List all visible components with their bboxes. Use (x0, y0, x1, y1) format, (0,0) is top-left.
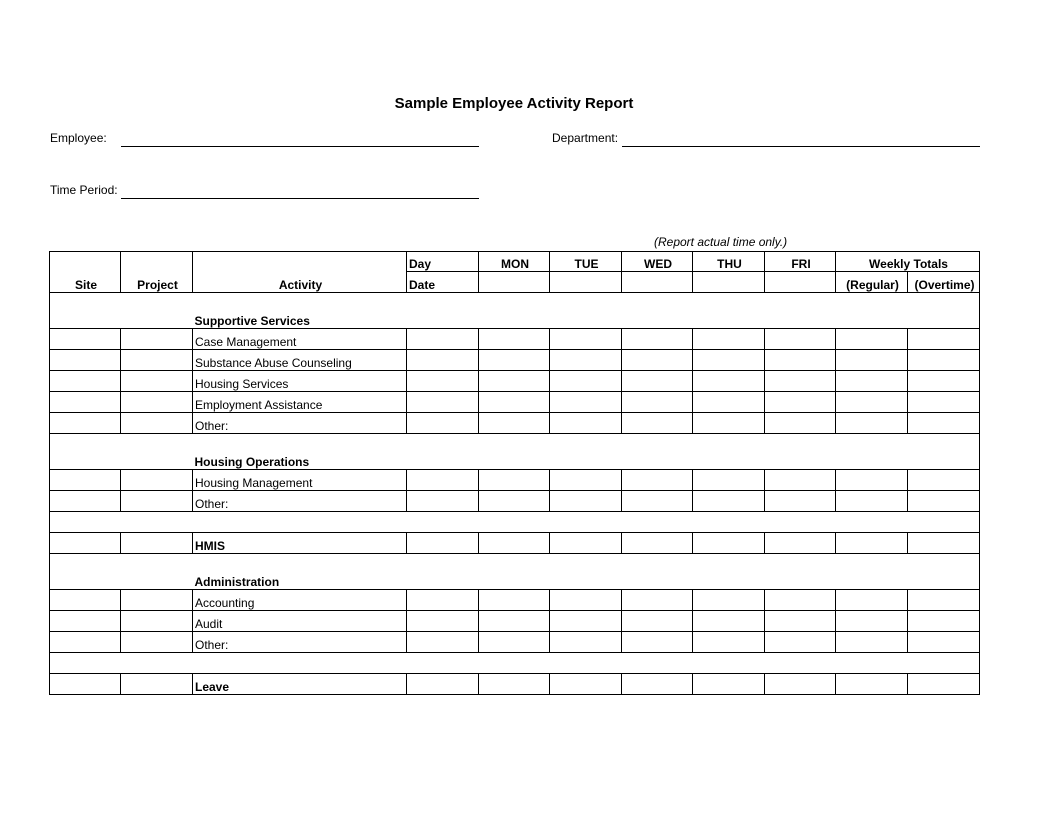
time-cell[interactable] (550, 590, 622, 611)
total-cell[interactable] (908, 611, 980, 632)
time-cell[interactable] (479, 392, 550, 413)
section-row (50, 554, 980, 590)
time-cell[interactable] (765, 674, 836, 695)
header-row-1 (50, 252, 980, 272)
project-cell[interactable] (121, 413, 193, 434)
time-cell[interactable] (407, 413, 479, 434)
activity-label: Audit (193, 611, 407, 632)
project-cell[interactable] (121, 491, 193, 512)
department-field[interactable] (622, 146, 980, 147)
employee-field[interactable] (121, 146, 479, 147)
time-cell[interactable] (479, 590, 550, 611)
activity-label: Housing Services (193, 371, 407, 392)
fri-header: FRI (765, 252, 836, 272)
site-cell[interactable] (50, 674, 121, 695)
table-row (50, 491, 980, 512)
site-cell[interactable] (50, 491, 121, 512)
total-cell[interactable] (836, 533, 908, 554)
time-cell[interactable] (407, 371, 479, 392)
activity-label: Case Management (193, 329, 407, 350)
site-cell[interactable] (50, 413, 121, 434)
site-cell[interactable] (50, 350, 121, 371)
table-row (50, 329, 980, 350)
total-cell[interactable] (908, 470, 980, 491)
time-cell[interactable] (693, 533, 765, 554)
total-cell[interactable] (836, 674, 908, 695)
site-cell[interactable] (50, 470, 121, 491)
time-cell[interactable] (550, 491, 622, 512)
total-cell[interactable] (836, 491, 908, 512)
time-cell[interactable] (693, 632, 765, 653)
time-cell[interactable] (765, 611, 836, 632)
project-cell[interactable] (121, 329, 193, 350)
time-cell[interactable] (407, 533, 479, 554)
time-cell[interactable] (479, 491, 550, 512)
time-cell[interactable] (622, 329, 693, 350)
time-cell[interactable] (550, 329, 622, 350)
time-cell[interactable] (622, 371, 693, 392)
time-cell[interactable] (693, 470, 765, 491)
tue-header: TUE (550, 252, 622, 272)
section-row (50, 434, 980, 470)
time-cell[interactable] (479, 350, 550, 371)
table-row (50, 590, 980, 611)
time-cell[interactable] (765, 491, 836, 512)
project-cell[interactable] (121, 611, 193, 632)
date-cell-mon[interactable] (479, 272, 550, 293)
date-cell-thu[interactable] (693, 272, 765, 293)
project-cell[interactable] (121, 392, 193, 413)
time-cell[interactable] (479, 329, 550, 350)
time-cell[interactable] (479, 470, 550, 491)
date-cell-wed[interactable] (622, 272, 693, 293)
total-cell[interactable] (908, 491, 980, 512)
activity-label: Other: (193, 491, 407, 512)
employee-label: Employee: (50, 131, 107, 145)
total-cell[interactable] (908, 371, 980, 392)
site-cell[interactable] (50, 632, 121, 653)
total-cell[interactable] (836, 413, 908, 434)
table-row (50, 470, 980, 491)
total-cell[interactable] (908, 632, 980, 653)
spacer-row (50, 653, 980, 674)
site-cell[interactable] (50, 533, 121, 554)
mon-header: MON (479, 252, 550, 272)
time-cell[interactable] (550, 533, 622, 554)
site-cell[interactable] (50, 611, 121, 632)
time-cell[interactable] (693, 611, 765, 632)
activity-label: Employment Assistance (193, 392, 407, 413)
project-cell[interactable] (121, 470, 193, 491)
date-cell-fri[interactable] (765, 272, 836, 293)
time-cell[interactable] (407, 392, 479, 413)
time-cell[interactable] (693, 590, 765, 611)
time-cell[interactable] (407, 632, 479, 653)
project-cell[interactable] (121, 371, 193, 392)
time-cell[interactable] (765, 329, 836, 350)
table-row (50, 674, 980, 695)
time-period-label: Time Period: (50, 183, 118, 197)
total-cell[interactable] (836, 470, 908, 491)
section-title: Housing Operations (193, 434, 980, 470)
total-cell[interactable] (836, 611, 908, 632)
section-row (50, 293, 980, 329)
weekly-totals-header: Weekly Totals (836, 252, 980, 272)
time-cell[interactable] (407, 590, 479, 611)
time-cell[interactable] (479, 611, 550, 632)
site-cell[interactable] (50, 590, 121, 611)
time-cell[interactable] (407, 491, 479, 512)
total-cell[interactable] (836, 329, 908, 350)
time-cell[interactable] (479, 674, 550, 695)
time-cell[interactable] (765, 590, 836, 611)
activity-label: Leave (193, 674, 407, 695)
table-row (50, 632, 980, 653)
time-cell[interactable] (765, 632, 836, 653)
table-row (50, 611, 980, 632)
regular-header: (Regular) (836, 272, 908, 293)
time-cell[interactable] (622, 392, 693, 413)
project-cell[interactable] (121, 350, 193, 371)
date-header: Date (407, 272, 479, 293)
time-cell[interactable] (550, 632, 622, 653)
time-cell[interactable] (550, 413, 622, 434)
time-cell[interactable] (693, 350, 765, 371)
site-cell[interactable] (50, 392, 121, 413)
time-cell[interactable] (622, 611, 693, 632)
time-cell[interactable] (550, 611, 622, 632)
report-title: Sample Employee Activity Report (394, 95, 634, 112)
day-header: Day (407, 252, 479, 272)
time-cell[interactable] (693, 329, 765, 350)
total-cell[interactable] (836, 350, 908, 371)
time-cell[interactable] (550, 392, 622, 413)
table-row (50, 413, 980, 434)
project-cell[interactable] (121, 674, 193, 695)
total-cell[interactable] (836, 392, 908, 413)
time-cell[interactable] (622, 413, 693, 434)
project-cell[interactable] (121, 632, 193, 653)
total-cell[interactable] (908, 392, 980, 413)
total-cell[interactable] (836, 590, 908, 611)
time-cell[interactable] (479, 413, 550, 434)
time-cell[interactable] (622, 491, 693, 512)
table-row (50, 350, 980, 371)
time-cell[interactable] (550, 674, 622, 695)
time-cell[interactable] (550, 470, 622, 491)
total-cell[interactable] (836, 371, 908, 392)
site-cell[interactable] (50, 371, 121, 392)
wed-header: WED (622, 252, 693, 272)
total-cell[interactable] (908, 329, 980, 350)
time-cell[interactable] (550, 371, 622, 392)
total-cell[interactable] (836, 632, 908, 653)
site-cell[interactable] (50, 329, 121, 350)
site-header: Site (50, 252, 121, 293)
time-cell[interactable] (407, 611, 479, 632)
total-cell[interactable] (908, 533, 980, 554)
time-cell[interactable] (693, 491, 765, 512)
time-cell[interactable] (693, 674, 765, 695)
activity-label: Substance Abuse Counseling (193, 350, 407, 371)
thu-header: THU (693, 252, 765, 272)
total-cell[interactable] (908, 350, 980, 371)
table-row (50, 533, 980, 554)
activity-label: Other: (193, 413, 407, 434)
project-cell[interactable] (121, 590, 193, 611)
time-cell[interactable] (765, 371, 836, 392)
time-cell[interactable] (479, 533, 550, 554)
time-cell[interactable] (407, 470, 479, 491)
time-cell[interactable] (479, 371, 550, 392)
activity-label: HMIS (193, 533, 407, 554)
report-note: (Report actual time only.) (654, 235, 788, 249)
time-cell[interactable] (622, 590, 693, 611)
project-header: Project (121, 252, 193, 293)
section-title: Administration (193, 554, 980, 590)
time-cell[interactable] (693, 371, 765, 392)
time-cell[interactable] (765, 350, 836, 371)
time-cell[interactable] (622, 632, 693, 653)
time-cell[interactable] (407, 329, 479, 350)
time-cell[interactable] (622, 674, 693, 695)
time-period-field[interactable] (121, 198, 479, 199)
activity-label: Accounting (193, 590, 407, 611)
overtime-header: (Overtime) (908, 272, 980, 293)
time-cell[interactable] (622, 350, 693, 371)
time-cell[interactable] (693, 413, 765, 434)
time-cell[interactable] (765, 413, 836, 434)
table-row (50, 371, 980, 392)
section-title: Supportive Services (193, 293, 980, 329)
activity-header: Activity (193, 252, 407, 293)
time-cell[interactable] (479, 632, 550, 653)
activity-table (49, 251, 980, 695)
project-cell[interactable] (121, 533, 193, 554)
table-row (50, 392, 980, 413)
total-cell[interactable] (908, 413, 980, 434)
time-cell[interactable] (765, 533, 836, 554)
time-cell[interactable] (622, 533, 693, 554)
activity-label: Housing Management (193, 470, 407, 491)
time-cell[interactable] (407, 674, 479, 695)
total-cell[interactable] (908, 674, 980, 695)
spacer-row (50, 512, 980, 533)
time-cell[interactable] (622, 470, 693, 491)
department-label: Department: (552, 131, 619, 145)
time-cell[interactable] (765, 470, 836, 491)
time-cell[interactable] (765, 392, 836, 413)
time-cell[interactable] (550, 350, 622, 371)
time-cell[interactable] (693, 392, 765, 413)
time-cell[interactable] (407, 350, 479, 371)
date-cell-tue[interactable] (550, 272, 622, 293)
activity-label: Other: (193, 632, 407, 653)
total-cell[interactable] (908, 590, 980, 611)
